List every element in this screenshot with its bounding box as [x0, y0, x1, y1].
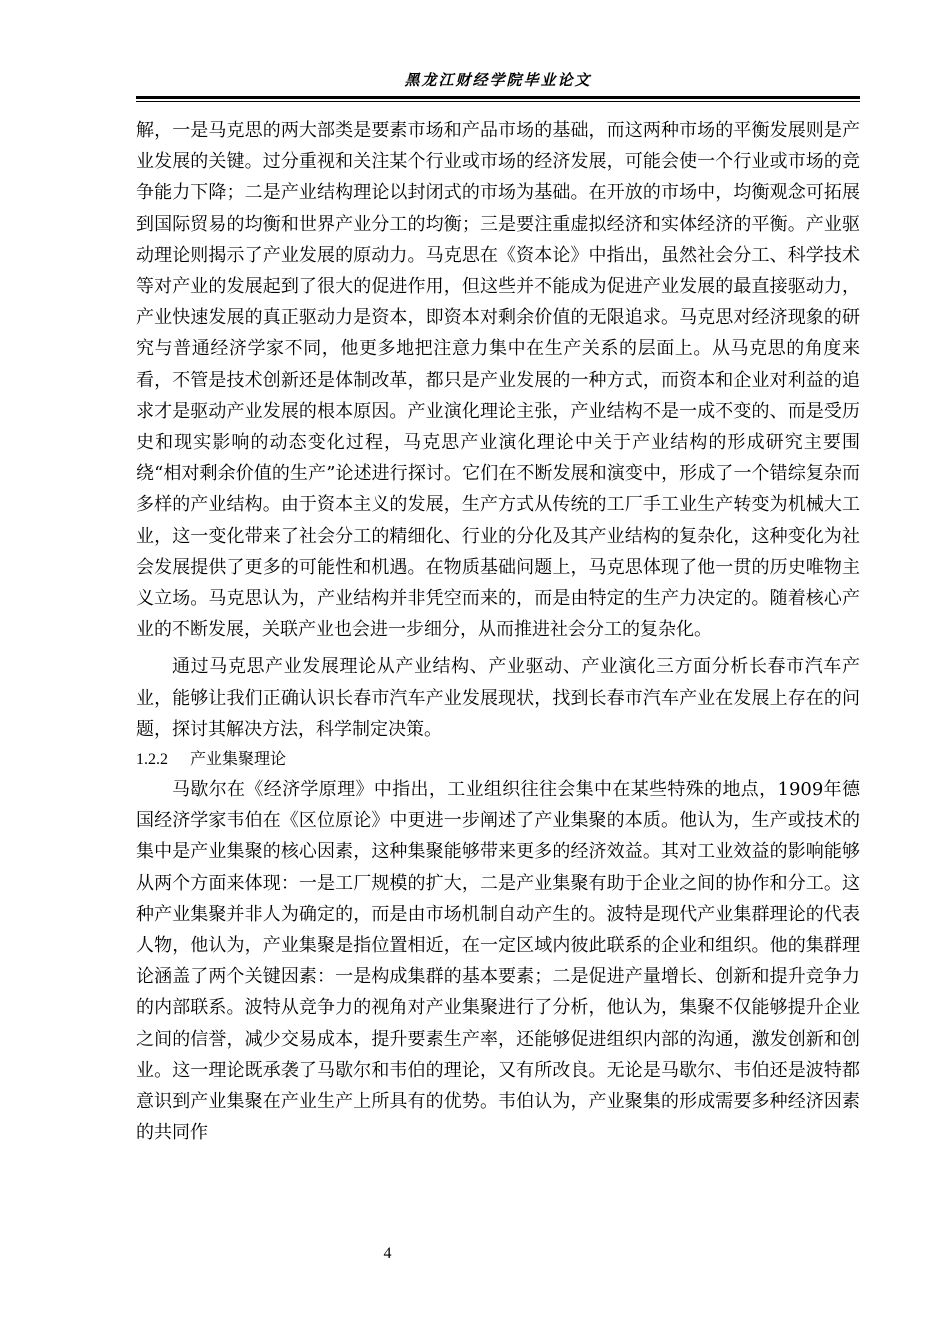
body-paragraph-continued: 解，一是马克思的两大部类是要素市场和产品市场的基础，而这两种市场的平衡发展则是产业发展的关键。过分重视和关注某个行业或市场的经济发展，可能会使一个行业或市场的竞争能力下降；二是产业结构理论以封闭式的市场为基础。在开放的市场中，均衡观念可拓展到国际贸易的均衡和世界产业分工的均衡；三是要注重虚拟经济和实体经济的平衡。产业驱动理论则揭示了产业发展的原动力。马克思在《资本论》中指出，虽然社会分工、科学技术等对产业的发展起到了很大的促进作用，但这些并不能成为促进产业发展的最直接驱动力，产业快速发展的真正驱动力是资本，即资本对剩余价值的无限追求。马克思对经济现象的研究与普通经济学家不同，他更多地把注意力集中在生产关系的层面上。从马克思的角度来看，不管是技术创新还是体制改革，都只是产业发展的一种方式，而资本和企业对利益的追求才是驱动产业发展的根本原因。产业演化理论主张，产业结构不是一成不变的、而是受历史和现实影响的动态变化过程，马克思产业演化理论中关于产业结构的形成研究主要围绕“相对剩余价值的生产”论述进行探讨。它们在不断发展和演变中，形成了一个错综复杂而多样的产业结构。由于资本主义的发展，生产方式从传统的工厂手工业生产转变为机械大工业，这一变化带来了社会分工的精细化、行业的分化及其产业结构的复杂化，这种变化为社会发展提供了更多的可能性和机遇。在物质基础问题上，马克思体现了他一贯的历史唯物主义立场。马克思认为，产业结构并非凭空而来的，而是由特定的生产力决定的。随着核心产业的不断发展，关联产业也会进一步细分，从而推进社会分工的复杂化。: [136, 120, 860, 641]
section-title: 产业集聚理论: [190, 749, 287, 769]
section-number: 1.2.2: [136, 751, 168, 769]
header-rule-thin: [136, 101, 860, 102]
section-paragraph: 马歇尔在《经济学原理》中指出，工业组织往往会集中在某些特殊的地点，1909年德国经济学家韦伯在《区位原论》中更进一步阐述了产业集聚的本质。他认为，生产或技术的集中是产业集聚的核心因素，这种集聚能够带来更多的经济效益。其对工业效益的影响能够从两个方面来体现：一是工厂规模的扩大，二是产业集聚有助于企业之间的协作和分工。这种产业集聚并非人为确定的，而是由市场机制自动产生的。波特是现代产业集群理论的代表人物，他认为，产业集聚是指位置相近，在一定区域内彼此联系的企业和组织。他的集群理论涵盖了两个关键因素：一是构成集群的基本要素；二是促进产量增长、创新和提升竞争力的内部联系。波特从竞争力的视角对产业集聚进行了分析，他认为，集聚不仅能够提升企业之间的信誉，减少交易成本，提升要素生产率，还能够促进组织内部的沟通，激发创新和创业。这一理论既承袭了马歇尔和韦伯的理论，又有所改良。无论是马歇尔、韦伯还是波特都意识到产业集聚在产业生产上所具有的优势。韦伯认为，产业聚集的形成需要多种经济因素的共同作: [136, 779, 860, 1144]
body-paragraph: 通过马克思产业发展理论从产业结构、产业驱动、产业演化三方面分析长春市汽车产业，能够让我们正确认识长春市汽车产业发展现状，找到长春市汽车产业在发展上存在的问题，探讨其解决方法，科学制定决策。: [136, 656, 860, 740]
running-header-title: 黑龙江财经学院毕业论文: [404, 71, 592, 89]
page-number: 4: [383, 1245, 392, 1262]
section-heading: [136, 745, 860, 774]
page-body: [136, 115, 860, 1149]
header-rule-thick: [136, 96, 860, 99]
